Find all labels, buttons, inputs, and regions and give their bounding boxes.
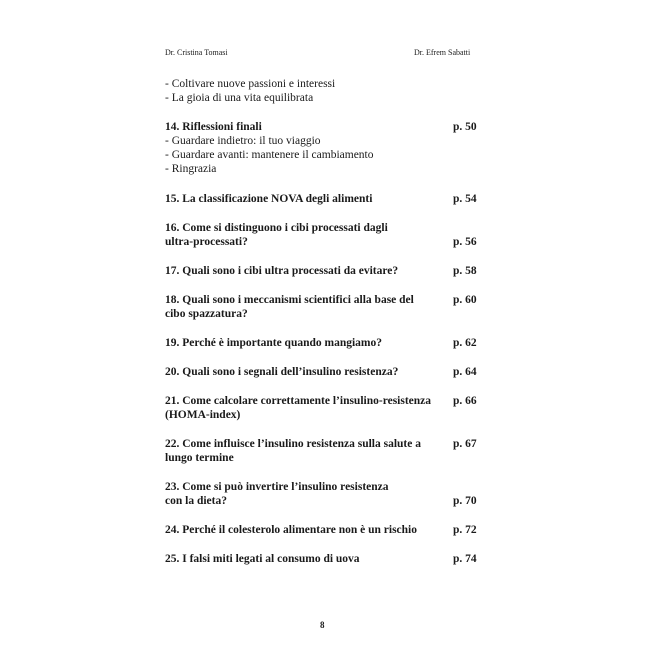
toc-entry-page: p. 66: [453, 395, 477, 407]
toc-entry-16: [165, 221, 480, 249]
toc-subitem: - Guardare avanti: mantenere il cambiamento: [165, 149, 374, 161]
toc-entry-14: [165, 120, 480, 176]
toc-entry-title: 16. Come si distinguono i cibi processati dagli ultra-processati?: [165, 222, 388, 248]
toc-entry-18: [165, 293, 480, 321]
toc-entry-21: [165, 394, 480, 422]
toc-entry-page: p. 54: [453, 193, 477, 205]
toc-entry-page: p. 50: [453, 121, 477, 133]
toc-entry-page: p. 72: [453, 524, 477, 536]
toc-entry-22: [165, 437, 480, 465]
toc-entry-page: p. 58: [453, 265, 477, 277]
toc-entry-title: 20. Quali sono i segnali dell’insulino resistenza?: [165, 366, 399, 378]
toc-entry-title: 18. Quali sono i meccanismi scientifici alla base del cibo spazzatura?: [165, 294, 414, 320]
toc-entry-title: 17. Quali sono i cibi ultra processati da evitare?: [165, 265, 399, 277]
toc-entry-title: 14. Riflessioni finali: [165, 121, 262, 133]
toc-entry-20: [165, 365, 480, 379]
toc-entry-title: 25. I falsi miti legati al consumo di uova: [165, 553, 360, 565]
intro-item: - Coltivare nuove passioni e interessi: [165, 78, 336, 90]
toc-entry-title: 23. Come si può invertire l’insulino resistenza con la dieta?: [165, 481, 389, 507]
page-number: 8: [320, 620, 325, 630]
toc-entry-title: 15. La classificazione NOVA degli alimenti: [165, 193, 373, 205]
toc-entry-title: 22. Come influisce l’insulino resistenza sulla salute a lungo termine: [165, 438, 421, 464]
toc-entry-page: p. 56: [453, 236, 477, 248]
toc-subitem: - Guardare indietro: il tuo viaggio: [165, 135, 321, 147]
toc-entry-title: 19. Perché è importante quando mangiamo?: [165, 337, 383, 349]
intro-item: - La gioia di una vita equilibrata: [165, 92, 314, 104]
toc-entry-page: p. 70: [453, 495, 477, 507]
toc-entry-page: p. 67: [453, 438, 477, 450]
toc-entry-page: p. 60: [453, 294, 477, 306]
toc-subitem: - Ringrazia: [165, 163, 217, 175]
toc-entry-24: [165, 523, 480, 537]
toc-entry-23: [165, 480, 480, 508]
toc-entry-17: [165, 264, 480, 278]
header-author-left: Dr. Cristina Tomasi: [165, 48, 228, 57]
toc-entry-25: [165, 552, 480, 566]
toc-entry-15: [165, 192, 480, 206]
toc-entry-page: p. 64: [453, 366, 477, 378]
toc-entry-page: p. 74: [453, 553, 477, 565]
toc-entry-title: 24. Perché il colesterolo alimentare non è un rischio: [165, 524, 418, 536]
toc-entry-19: [165, 336, 480, 350]
toc-entry-title: 21. Come calcolare correttamente l’insulino-resistenza (HOMA-index): [165, 395, 432, 421]
header-author-right: Dr. Efrem Sabatti: [414, 48, 471, 57]
toc-entry-page: p. 62: [453, 337, 477, 349]
